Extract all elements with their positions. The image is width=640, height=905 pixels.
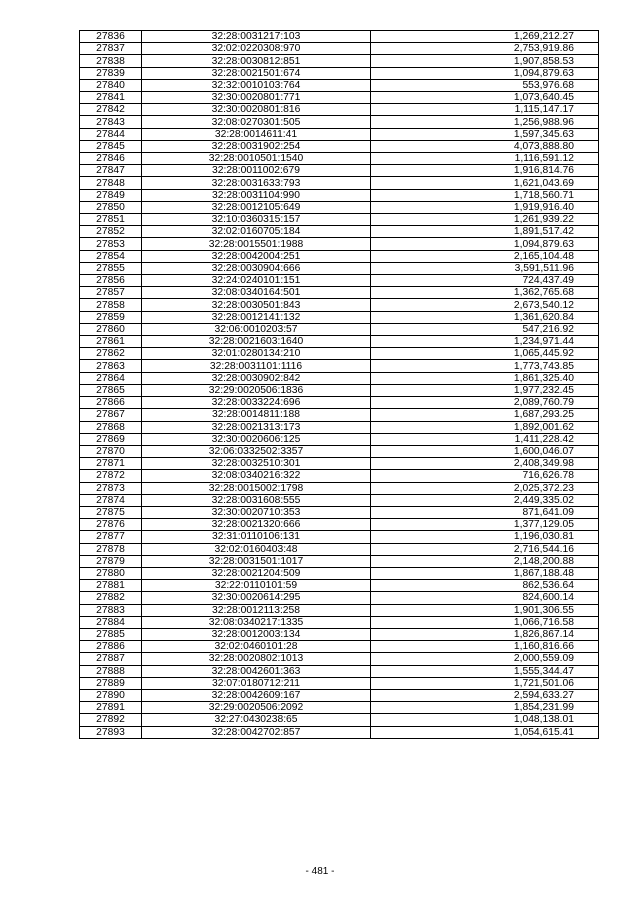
- amount-cell: 2,594,633.27: [371, 689, 599, 701]
- row-number-cell: 27882: [80, 592, 142, 604]
- cadastral-number-cell: 32:30:0020801:771: [142, 92, 371, 104]
- amount-cell: 1,362,765.68: [371, 287, 599, 299]
- cadastral-number-cell: 32:28:0011002:679: [142, 165, 371, 177]
- table-row: [80, 397, 599, 409]
- data-table: [79, 30, 599, 739]
- cadastral-number-cell: 32:28:0032510:301: [142, 458, 371, 470]
- cadastral-number-cell: 32:31:0110106:131: [142, 531, 371, 543]
- cadastral-number-cell: 32:08:0340164:501: [142, 287, 371, 299]
- row-number-cell: 27891: [80, 702, 142, 714]
- row-number-cell: 27836: [80, 31, 142, 43]
- cadastral-number-cell: 32:28:0042601:363: [142, 665, 371, 677]
- cadastral-number-cell: 32:02:0160403:48: [142, 543, 371, 555]
- table-row: [80, 116, 599, 128]
- amount-cell: 2,753,919.86: [371, 43, 599, 55]
- amount-cell: 1,094,879.63: [371, 67, 599, 79]
- row-number-cell: 27869: [80, 433, 142, 445]
- row-number-cell: 27846: [80, 153, 142, 165]
- amount-cell: 1,892,001.62: [371, 421, 599, 433]
- cadastral-number-cell: 32:27:0430238:65: [142, 714, 371, 726]
- cadastral-number-cell: 32:29:0020506:2092: [142, 702, 371, 714]
- amount-cell: 724,437.49: [371, 275, 599, 287]
- row-number-cell: 27873: [80, 482, 142, 494]
- row-number-cell: 27866: [80, 397, 142, 409]
- table-row: [80, 67, 599, 79]
- row-number-cell: 27852: [80, 226, 142, 238]
- amount-cell: 1,919,916.40: [371, 201, 599, 213]
- row-number-cell: 27884: [80, 616, 142, 628]
- table-row: [80, 250, 599, 262]
- row-number-cell: 27844: [80, 128, 142, 140]
- row-number-cell: 27871: [80, 458, 142, 470]
- cadastral-number-cell: 32:29:0020506:1836: [142, 384, 371, 396]
- amount-cell: 1,361,620.84: [371, 311, 599, 323]
- amount-cell: 1,256,988.96: [371, 116, 599, 128]
- amount-cell: 1,411,228.42: [371, 433, 599, 445]
- cadastral-number-cell: 32:08:0340216:322: [142, 470, 371, 482]
- amount-cell: 1,907,858.53: [371, 55, 599, 67]
- table-row: [80, 470, 599, 482]
- table-row: [80, 360, 599, 372]
- row-number-cell: 27849: [80, 189, 142, 201]
- table-row: [80, 165, 599, 177]
- table-row: [80, 311, 599, 323]
- cadastral-number-cell: 32:28:0015002:1798: [142, 482, 371, 494]
- amount-cell: 2,148,200.88: [371, 555, 599, 567]
- cadastral-number-cell: 32:28:0014811:188: [142, 409, 371, 421]
- row-number-cell: 27883: [80, 604, 142, 616]
- table-row: [80, 555, 599, 567]
- amount-cell: 1,234,971.44: [371, 336, 599, 348]
- cadastral-number-cell: 32:28:0021204:509: [142, 567, 371, 579]
- cadastral-number-cell: 32:28:0012141:132: [142, 311, 371, 323]
- table-row: [80, 262, 599, 274]
- table-row: [80, 299, 599, 311]
- table-row: [80, 214, 599, 226]
- amount-cell: 4,073,888.80: [371, 140, 599, 152]
- row-number-cell: 27877: [80, 531, 142, 543]
- table-row: [80, 55, 599, 67]
- table-row: [80, 689, 599, 701]
- row-number-cell: 27893: [80, 726, 142, 738]
- cadastral-number-cell: 32:28:0015501:1988: [142, 238, 371, 250]
- cadastral-number-cell: 32:28:0012113:258: [142, 604, 371, 616]
- row-number-cell: 27868: [80, 421, 142, 433]
- row-number-cell: 27838: [80, 55, 142, 67]
- amount-cell: 716,626.78: [371, 470, 599, 482]
- table-row: [80, 409, 599, 421]
- row-number-cell: 27850: [80, 201, 142, 213]
- row-number-cell: 27843: [80, 116, 142, 128]
- cadastral-number-cell: 32:28:0042702:857: [142, 726, 371, 738]
- amount-cell: 1,054,615.41: [371, 726, 599, 738]
- cadastral-number-cell: 32:28:0042004:251: [142, 250, 371, 262]
- cadastral-number-cell: 32:28:0021603:1640: [142, 336, 371, 348]
- row-number-cell: 27863: [80, 360, 142, 372]
- table-row: [80, 543, 599, 555]
- amount-cell: 1,555,344.47: [371, 665, 599, 677]
- cadastral-number-cell: 32:28:0030902:842: [142, 372, 371, 384]
- table-body: [80, 31, 599, 739]
- cadastral-number-cell: 32:28:0031104:990: [142, 189, 371, 201]
- amount-cell: 1,269,212.27: [371, 31, 599, 43]
- table-row: [80, 384, 599, 396]
- row-number-cell: 27889: [80, 677, 142, 689]
- cadastral-number-cell: 32:28:0010501:1540: [142, 153, 371, 165]
- cadastral-number-cell: 32:28:0021501:674: [142, 67, 371, 79]
- row-number-cell: 27878: [80, 543, 142, 555]
- table-row: [80, 445, 599, 457]
- row-number-cell: 27851: [80, 214, 142, 226]
- table-row: [80, 372, 599, 384]
- row-number-cell: 27858: [80, 299, 142, 311]
- row-number-cell: 27841: [80, 92, 142, 104]
- table-row: [80, 580, 599, 592]
- table-row: [80, 616, 599, 628]
- amount-cell: 1,115,147.17: [371, 104, 599, 116]
- table-row: [80, 92, 599, 104]
- amount-cell: 547,216.92: [371, 323, 599, 335]
- row-number-cell: 27860: [80, 323, 142, 335]
- amount-cell: 2,000,559.09: [371, 653, 599, 665]
- table-row: [80, 506, 599, 518]
- table-row: [80, 641, 599, 653]
- amount-cell: 1,621,043.69: [371, 177, 599, 189]
- row-number-cell: 27872: [80, 470, 142, 482]
- cadastral-number-cell: 32:28:0031217:103: [142, 31, 371, 43]
- amount-cell: 862,536.64: [371, 580, 599, 592]
- amount-cell: 1,826,867.14: [371, 628, 599, 640]
- row-number-cell: 27880: [80, 567, 142, 579]
- amount-cell: 2,673,540.12: [371, 299, 599, 311]
- amount-cell: 1,977,232.45: [371, 384, 599, 396]
- amount-cell: 2,449,335.02: [371, 494, 599, 506]
- cadastral-number-cell: 32:08:0270301:505: [142, 116, 371, 128]
- table-row: [80, 482, 599, 494]
- table-row: [80, 714, 599, 726]
- table-row: [80, 128, 599, 140]
- table-row: [80, 519, 599, 531]
- cadastral-number-cell: 32:30:0020710:353: [142, 506, 371, 518]
- amount-cell: 3,591,511.96: [371, 262, 599, 274]
- row-number-cell: 27862: [80, 348, 142, 360]
- row-number-cell: 27867: [80, 409, 142, 421]
- amount-cell: 1,065,445.92: [371, 348, 599, 360]
- cadastral-number-cell: 32:28:0021313:173: [142, 421, 371, 433]
- table-row: [80, 677, 599, 689]
- amount-cell: 1,048,138.01: [371, 714, 599, 726]
- cadastral-number-cell: 32:30:0020606:125: [142, 433, 371, 445]
- row-number-cell: 27887: [80, 653, 142, 665]
- table-row: [80, 531, 599, 543]
- cadastral-number-cell: 32:06:0010203:57: [142, 323, 371, 335]
- amount-cell: 1,600,046.07: [371, 445, 599, 457]
- table-row: [80, 104, 599, 116]
- table-row: [80, 31, 599, 43]
- table-row: [80, 628, 599, 640]
- cadastral-number-cell: 32:30:0020614:295: [142, 592, 371, 604]
- table-row: [80, 458, 599, 470]
- row-number-cell: 27865: [80, 384, 142, 396]
- row-number-cell: 27885: [80, 628, 142, 640]
- cadastral-number-cell: 32:28:0012105:649: [142, 201, 371, 213]
- cadastral-number-cell: 32:07:0180712:211: [142, 677, 371, 689]
- cadastral-number-cell: 32:32:0010103:764: [142, 79, 371, 91]
- amount-cell: 1,861,325.40: [371, 372, 599, 384]
- row-number-cell: 27845: [80, 140, 142, 152]
- amount-cell: 2,089,760.79: [371, 397, 599, 409]
- table-row: [80, 421, 599, 433]
- cadastral-number-cell: 32:28:0030904:666: [142, 262, 371, 274]
- row-number-cell: 27839: [80, 67, 142, 79]
- row-number-cell: 27870: [80, 445, 142, 457]
- amount-cell: 1,867,188.48: [371, 567, 599, 579]
- row-number-cell: 27888: [80, 665, 142, 677]
- cadastral-number-cell: 32:28:0031101:1116: [142, 360, 371, 372]
- table-row: [80, 275, 599, 287]
- cadastral-number-cell: 32:28:0031501:1017: [142, 555, 371, 567]
- cadastral-number-cell: 32:28:0031608:555: [142, 494, 371, 506]
- cadastral-number-cell: 32:28:0030812:851: [142, 55, 371, 67]
- amount-cell: 871,641.09: [371, 506, 599, 518]
- cadastral-number-cell: 32:28:0030501:843: [142, 299, 371, 311]
- page-number: - 481 -: [305, 866, 335, 877]
- row-number-cell: 27874: [80, 494, 142, 506]
- row-number-cell: 27875: [80, 506, 142, 518]
- table-row: [80, 653, 599, 665]
- row-number-cell: 27854: [80, 250, 142, 262]
- amount-cell: 1,901,306.55: [371, 604, 599, 616]
- table-row: [80, 726, 599, 738]
- table-row: [80, 189, 599, 201]
- amount-cell: 1,854,231.99: [371, 702, 599, 714]
- cadastral-number-cell: 32:24:0240101:151: [142, 275, 371, 287]
- cadastral-number-cell: 32:01:0280134:210: [142, 348, 371, 360]
- cadastral-number-cell: 32:28:0014611:41: [142, 128, 371, 140]
- amount-cell: 2,025,372.23: [371, 482, 599, 494]
- amount-cell: 1,721,501.06: [371, 677, 599, 689]
- row-number-cell: 27840: [80, 79, 142, 91]
- row-number-cell: 27876: [80, 519, 142, 531]
- table-row: [80, 567, 599, 579]
- cadastral-number-cell: 32:28:0012003:134: [142, 628, 371, 640]
- row-number-cell: 27892: [80, 714, 142, 726]
- table-row: [80, 287, 599, 299]
- row-number-cell: 27848: [80, 177, 142, 189]
- cadastral-number-cell: 32:28:0042609:167: [142, 689, 371, 701]
- cadastral-number-cell: 32:02:0220308:970: [142, 43, 371, 55]
- amount-cell: 1,066,716.58: [371, 616, 599, 628]
- cadastral-number-cell: 32:28:0031902:254: [142, 140, 371, 152]
- table-row: [80, 592, 599, 604]
- table-row: [80, 226, 599, 238]
- row-number-cell: 27879: [80, 555, 142, 567]
- amount-cell: 1,196,030.81: [371, 531, 599, 543]
- table-row: [80, 201, 599, 213]
- row-number-cell: 27859: [80, 311, 142, 323]
- cadastral-number-cell: 32:28:0031633:793: [142, 177, 371, 189]
- amount-cell: 1,160,816.66: [371, 641, 599, 653]
- cadastral-number-cell: 32:28:0033224:696: [142, 397, 371, 409]
- table-row: [80, 177, 599, 189]
- amount-cell: 1,094,879.63: [371, 238, 599, 250]
- cadastral-number-cell: 32:08:0340217:1335: [142, 616, 371, 628]
- cadastral-number-cell: 32:02:0160705:184: [142, 226, 371, 238]
- amount-cell: 1,687,293.25: [371, 409, 599, 421]
- row-number-cell: 27857: [80, 287, 142, 299]
- table-row: [80, 140, 599, 152]
- amount-cell: 553,976.68: [371, 79, 599, 91]
- cadastral-number-cell: 32:30:0020801:816: [142, 104, 371, 116]
- table-row: [80, 43, 599, 55]
- amount-cell: 1,916,814.76: [371, 165, 599, 177]
- table-row: [80, 494, 599, 506]
- cadastral-number-cell: 32:02:0460101:28: [142, 641, 371, 653]
- amount-cell: 1,773,743.85: [371, 360, 599, 372]
- row-number-cell: 27847: [80, 165, 142, 177]
- amount-cell: 1,718,560.71: [371, 189, 599, 201]
- amount-cell: 1,597,345.63: [371, 128, 599, 140]
- table-row: [80, 665, 599, 677]
- amount-cell: 2,408,349.98: [371, 458, 599, 470]
- row-number-cell: 27881: [80, 580, 142, 592]
- amount-cell: 1,073,640.45: [371, 92, 599, 104]
- cadastral-number-cell: 32:28:0020802:1013: [142, 653, 371, 665]
- table-row: [80, 348, 599, 360]
- cadastral-number-cell: 32:06:0332502:3357: [142, 445, 371, 457]
- table-row: [80, 323, 599, 335]
- amount-cell: 1,377,129.05: [371, 519, 599, 531]
- amount-cell: 2,716,544.16: [371, 543, 599, 555]
- amount-cell: 2,165,104.48: [371, 250, 599, 262]
- row-number-cell: 27886: [80, 641, 142, 653]
- table-row: [80, 433, 599, 445]
- amount-cell: 1,116,591.12: [371, 153, 599, 165]
- row-number-cell: 27861: [80, 336, 142, 348]
- row-number-cell: 27853: [80, 238, 142, 250]
- row-number-cell: 27864: [80, 372, 142, 384]
- table-row: [80, 604, 599, 616]
- table-row: [80, 238, 599, 250]
- amount-cell: 1,891,517.42: [371, 226, 599, 238]
- amount-cell: 824,600.14: [371, 592, 599, 604]
- table-row: [80, 336, 599, 348]
- cadastral-number-cell: 32:28:0021320:666: [142, 519, 371, 531]
- table-row: [80, 79, 599, 91]
- row-number-cell: 27842: [80, 104, 142, 116]
- cadastral-number-cell: 32:10:0360315:157: [142, 214, 371, 226]
- amount-cell: 1,261,939.22: [371, 214, 599, 226]
- row-number-cell: 27890: [80, 689, 142, 701]
- row-number-cell: 27856: [80, 275, 142, 287]
- table-row: [80, 702, 599, 714]
- row-number-cell: 27855: [80, 262, 142, 274]
- cadastral-number-cell: 32:22:0110101:59: [142, 580, 371, 592]
- row-number-cell: 27837: [80, 43, 142, 55]
- table-row: [80, 153, 599, 165]
